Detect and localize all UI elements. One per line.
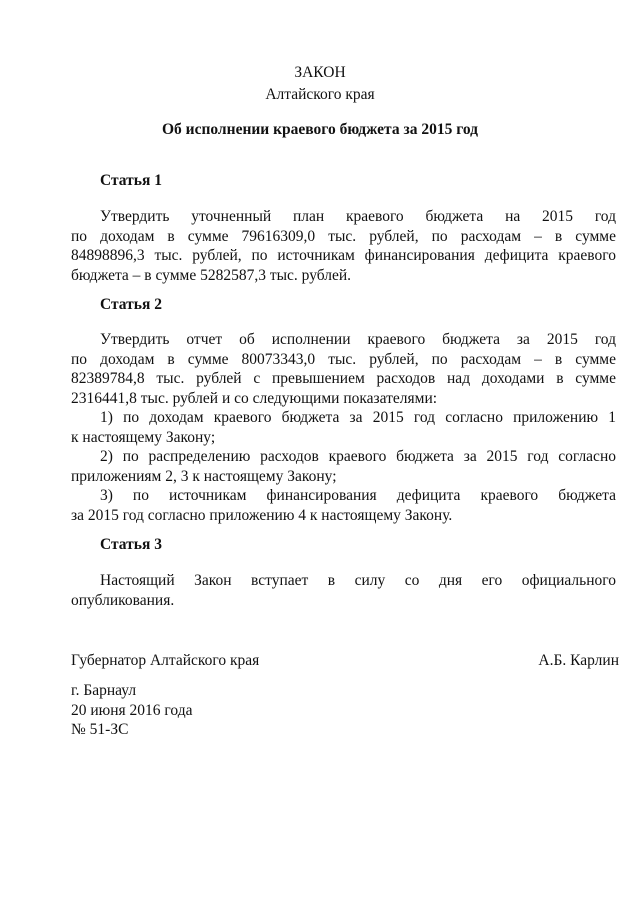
document-type: ЗАКОН (294, 64, 346, 81)
article-2-line: 1) по доходам краевого бюджета за 2015 год согласно приложению 1 (100, 409, 616, 426)
signature-row (71, 652, 619, 670)
date: 20 июня 2016 года (71, 701, 193, 719)
signatory-position: Губернатор Алтайского края (71, 652, 260, 669)
place-date-block (71, 681, 192, 740)
city: г. Барнаул (71, 682, 137, 699)
article-2-line: Утвердить отчет об исполнении краевого бюджета за 2015 год (100, 331, 616, 348)
article-3-line: опубликования. (71, 591, 175, 609)
article-2-line: приложениям 2, 3 к настоящему Закону; (71, 467, 337, 485)
article-2-line: к настоящему Закону; (71, 428, 216, 446)
article-1-line: Утвердить уточненный план краевого бюджета на 2015 год (100, 208, 616, 225)
signatory-name: А.Б. Карлин (538, 652, 619, 669)
article-2-heading: Статья 2 (100, 296, 162, 313)
article-3-heading: Статья 3 (100, 536, 162, 553)
document-region: Алтайского края (265, 86, 375, 103)
article-2-line: 3) по источникам финансирования дефицита краевого бюджета (100, 487, 616, 504)
article-2-line: за 2015 год согласно приложению 4 к настоящему Закону. (71, 506, 453, 524)
article-2-line: по доходам в сумме 80073343,0 тыс. рублей, по расходам – в сумме (71, 350, 616, 368)
document-title: Об исполнении краевого бюджета за 2015 год (161, 121, 479, 138)
law-number: № 51-ЗС (71, 721, 129, 738)
article-1-line: по доходам в сумме 79616309,0 тыс. рублей, по расходам – в сумме (71, 227, 616, 245)
article-1-line: 84898896,3 тыс. рублей, по источникам финансирования дефицита краевого (71, 247, 616, 264)
article-2-line: 2316441,8 тыс. рублей и со следующими показателями: (71, 389, 438, 407)
article-2-line: 82389784,8 тыс. рублей с превышением расходов над доходами в сумме (71, 370, 616, 387)
article-3-line: Настоящий Закон вступает в силу со дня его официального (100, 572, 616, 589)
article-1-line: бюджета – в сумме 5282587,3 тыс. рублей. (71, 266, 352, 284)
article-1-heading: Статья 1 (100, 172, 162, 189)
article-2-line: 2) по распределению расходов краевого бюджета за 2015 год согласно (100, 448, 616, 465)
